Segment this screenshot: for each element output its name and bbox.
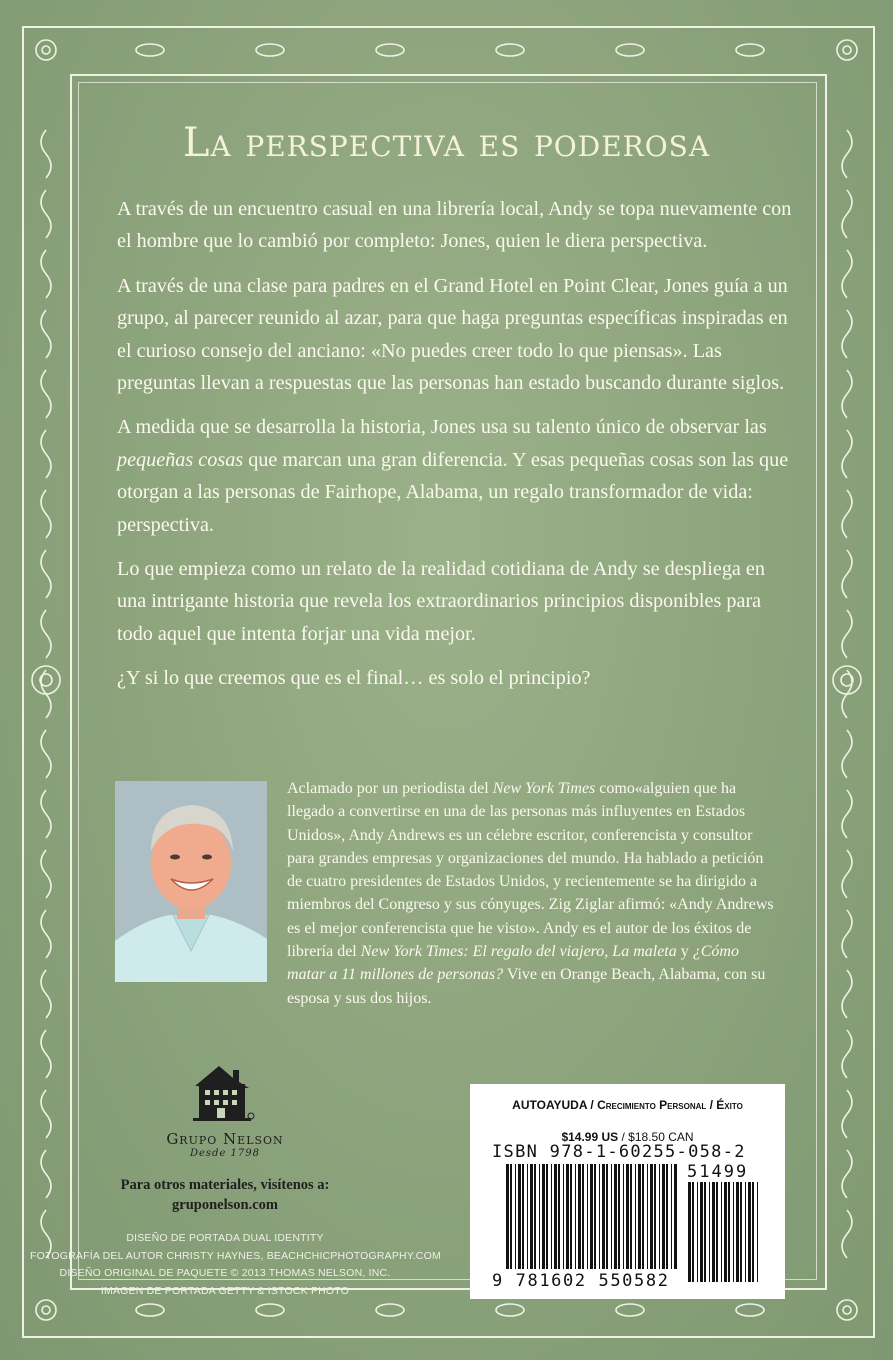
book-category: AUTOAYUDA / Crecimiento Personal / Éxito — [512, 1098, 743, 1112]
visit-line: Para otros materiales, visítenos a: — [120, 1177, 330, 1193]
credit-line: DISEÑO ORIGINAL DE PAQUETE © 2013 THOMAS NELSON, INC. — [59, 1267, 391, 1279]
publisher-logo — [140, 1062, 310, 1159]
back-cover-title: La perspectiva es poderosa — [182, 120, 711, 166]
synopsis-question: ¿Y si lo que creemos que es el final… es solo el principio? — [117, 667, 591, 690]
book-price: $14.99 US / $18.50 CAN — [561, 1130, 694, 1144]
synopsis-paragraph-2: A través de una clase para padres en el Grand Hotel en Point Clear, Jones guía a un grupo, al parecer reunido al azar, para que haga preguntas específicas inspiradas en el curioso consejo del anciano: «No puedes creer todo lo que piensas». Las preguntas llevan a respuestas que las personas han estado buscando durante siglos. — [117, 274, 788, 395]
publisher-since: Desde 1798 — [189, 1148, 260, 1159]
design-credits — [30, 1230, 441, 1300]
synopsis-paragraph-4: Lo que empieza como un relato de la realidad cotidiana de Andy se despliega en una intrigante historia que revela los extraordinarios principios disponibles para todo aquel que intenta forjar una vida mejor. — [117, 558, 765, 645]
publisher-name: Grupo Nelson — [166, 1130, 284, 1148]
credit-line: FOTOGRAFÍA DEL AUTOR CHRISTY HAYNES, BEACHCHICPHOTOGRAPHY.COM — [30, 1249, 441, 1262]
publisher-url: gruponelson.com — [172, 1197, 278, 1213]
synopsis-paragraph-1: A través de un encuentro casual en una librería local, Andy se topa nuevamente con el hombre que lo cambió por completo: Jones, quien le diera perspectiva. — [117, 198, 792, 253]
barcode-box — [470, 1084, 785, 1299]
credit-line: DISEÑO DE PORTADA DUAL IDENTITY — [126, 1232, 324, 1244]
price-addon-code: 51499 — [687, 1162, 749, 1182]
house-logo-icon — [193, 1062, 257, 1124]
author-bio: Aclamado por un periodista del New York Times como«alguien que ha llegado a convertirse en una de las personas más influyentes en Estados Unidos», Andy Andrews es un célebre escritor, conferencista y consultor para grandes empresas y organizaciones del mundo. Ha hablado a petición de cuatro presidentes de Estados Unidos, y recientemente se ha dirigido a miembros del Congreso y sus cónyuges. Zig Ziglar afirmó: «Andy Andrews es el mejor conferencista que he visto». Andy es el autor de los éxitos de librería del New York Times: El regalo del viajero, La maleta y ¿Cómo matar a 11 millones de personas? Vive en Orange Beach, Alabama, con su esposa y sus dos hijos. — [115, 777, 775, 1010]
synopsis-paragraph-3: A medida que se desarrolla la historia, Jones usa su talento único de observar las pequeñas cosas que marcan una gran diferencia. Y esas pequeñas cosas son las que otorgan a las personas de Fairhope, Alabama, un regalo transformador de vida: perspectiva. — [117, 416, 789, 536]
barcode-icon — [470, 1084, 785, 1299]
barcode-digits: 9 781602 550582 — [492, 1271, 670, 1291]
publisher-website-note — [110, 1175, 340, 1215]
synopsis-text — [117, 193, 797, 707]
credit-line: IMAGEN DE PORTADA GETTY & ISTOCK PHOTO — [100, 1284, 350, 1297]
photo-spacer — [115, 777, 287, 987]
isbn-number: ISBN 978-1-60255-058-2 — [492, 1142, 746, 1162]
